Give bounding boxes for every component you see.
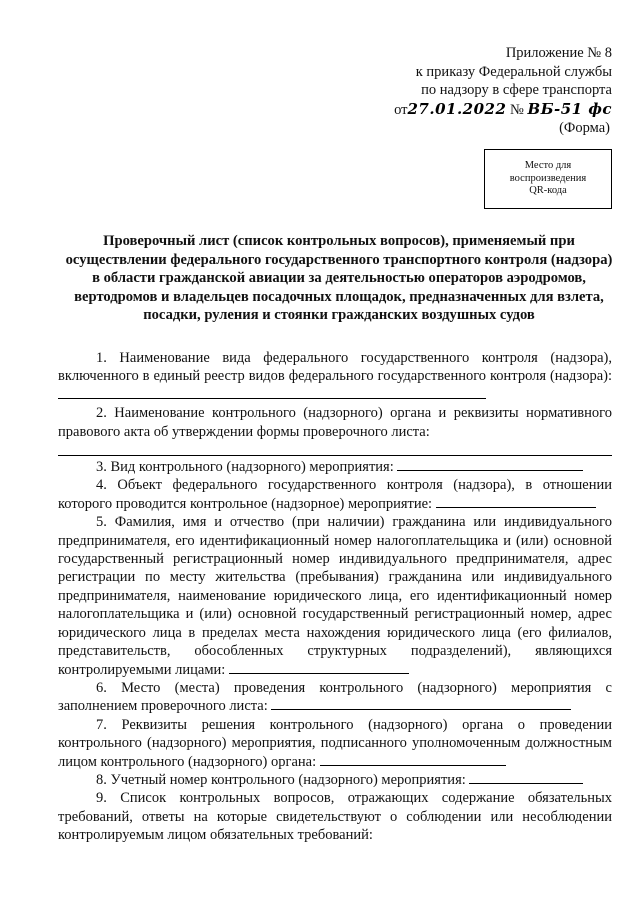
item-9-text: 9. Список контрольных вопросов, отражающих содержание обязательных требований, ответы на которые свидетельствуют о соблюдении или несоблюдении контролируемым лицом обязательных требований:	[58, 790, 612, 844]
item-4	[58, 476, 612, 513]
date-prefix: от	[394, 101, 408, 118]
item-7	[58, 716, 612, 771]
qr-box-line-3: QR-кода	[529, 185, 567, 197]
qr-box-line-2: воспроизведения	[509, 172, 587, 184]
item-6	[58, 679, 612, 716]
qr-code-placeholder	[484, 149, 612, 209]
item-8	[58, 771, 612, 789]
item-7-text: 7. Реквизиты решения контрольного (надзорного) органа о проведении контрольного (надзорного) мероприятия, подписанного уполномоченным должностным лицом контрольного (надзорного) органа:	[58, 716, 612, 770]
form-label: (Форма)	[559, 120, 610, 136]
item-3	[58, 458, 612, 476]
item-4-text: 4. Объект федерального государственного контроля (надзора), в отношении которого проводится контрольное (надзорное) мероприятие:	[58, 477, 612, 512]
item-1	[58, 349, 612, 404]
document-title: Проверочный лист (список контрольных вопросов), применяемый при осуществлении федерального государственного транспортного контроля (надзора) в области гражданской авиации за деятельностью операторов аэродромов, вертодромов и владельцев посадочных площадок, предназначенных для взлета, посадки, руления и стоянки гражданских воздушных судов	[65, 233, 613, 324]
order-date-line	[382, 100, 612, 120]
appendix-number: Приложение № 8	[505, 45, 612, 61]
checklist-items	[58, 349, 612, 845]
handwritten-number: ВБ-51 фс	[527, 99, 612, 118]
item-5-text: 5. Фамилия, имя и отчество (при наличии) гражданина или индивидуального предпринимателя, его идентификационный номер налогоплательщика и (или) основной государственный регистрационный номер индивидуального предпринимателя, адрес регистрации по месту жительства (пребывания) гражданина или индивидуального предпринимателя, наименование юридического лица, его идентификационный номер налогоплательщика и (или) основной государственный регистрационный номер, адрес юридического лица в пределах места нахождения юридического лица (его филиалов, представительств, обособленных структурных подразделений), являющихся контролируемыми лицами:	[58, 514, 612, 678]
item-1-text: 1. Наименование вида федерального государственного контроля (надзора), включенного в единый реестр видов федерального государственного контроля (надзора):	[58, 350, 612, 385]
item-7-fill-line[interactable]	[320, 753, 506, 766]
handwritten-date: 27.01.2022	[407, 99, 507, 118]
item-8-fill-line[interactable]	[469, 771, 583, 784]
item-2-fill-line[interactable]	[58, 441, 612, 456]
item-4-fill-line[interactable]	[436, 495, 596, 508]
service-line: по надзору в сфере транспорта	[421, 82, 612, 98]
number-prefix: №	[510, 101, 524, 118]
item-2-text: 2. Наименование контрольного (надзорного) органа и реквизиты нормативного правового акта об утверждении формы проверочного листа:	[58, 405, 612, 440]
item-9	[58, 789, 612, 844]
qr-box-line-1: Место для	[524, 160, 572, 172]
item-3-fill-line[interactable]	[397, 458, 583, 471]
item-8-text: 8. Учетный номер контрольного (надзорного) мероприятия:	[96, 771, 466, 788]
item-3-text: 3. Вид контрольного (надзорного) мероприятия:	[96, 459, 394, 476]
item-6-text: 6. Место (места) проведения контрольного (надзорного) мероприятия с заполнением проверочного листа:	[58, 679, 612, 715]
appendix-header	[382, 44, 612, 138]
order-line: к приказу Федеральной службы	[415, 63, 612, 80]
item-2	[58, 404, 612, 441]
item-6-fill-line[interactable]	[271, 697, 571, 710]
item-5	[58, 513, 612, 679]
item-1-fill-line[interactable]	[58, 386, 486, 399]
item-5-fill-line[interactable]	[229, 661, 409, 674]
